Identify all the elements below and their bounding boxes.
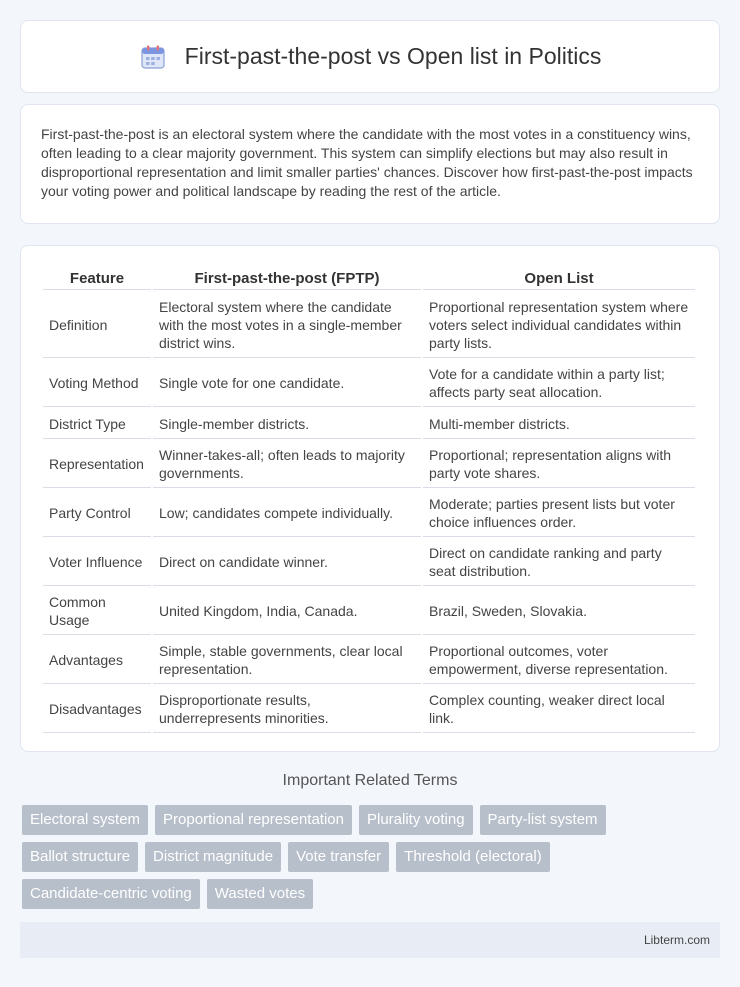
table-row: [43, 637, 695, 684]
calendar-icon: [139, 43, 167, 71]
table-row: [43, 686, 695, 733]
feature-cell: Disadvantages: [43, 686, 151, 733]
related-term-tag[interactable]: District magnitude: [145, 842, 281, 872]
fptp-cell: Single vote for one candidate.: [153, 360, 421, 407]
table-row: [43, 441, 695, 488]
fptp-cell: Winner-takes-all; often leads to majority governments.: [153, 441, 421, 488]
open-list-cell: Multi-member districts.: [423, 409, 695, 439]
feature-cell: Common Usage: [43, 588, 151, 635]
header-card: [20, 20, 720, 93]
open-list-cell: Proportional representation system where voters select individual candidates within party lists.: [423, 292, 695, 358]
table-row: [43, 588, 695, 635]
comparison-card: [20, 245, 720, 752]
related-term-tag[interactable]: Threshold (electoral): [396, 842, 550, 872]
related-term-tag[interactable]: Vote transfer: [288, 842, 389, 872]
feature-cell: District Type: [43, 409, 151, 439]
open-list-cell: Proportional; representation aligns with party vote shares.: [423, 441, 695, 488]
table-row: [43, 360, 695, 407]
fptp-cell: Single-member districts.: [153, 409, 421, 439]
table-row: [43, 490, 695, 537]
fptp-cell: United Kingdom, India, Canada.: [153, 588, 421, 635]
intro-card: [20, 104, 720, 224]
related-term-tag[interactable]: Party-list system: [480, 805, 606, 835]
column-header: First-past-the-post (FPTP): [153, 268, 421, 290]
related-term-tag[interactable]: Wasted votes: [207, 879, 313, 909]
feature-cell: Voter Influence: [43, 539, 151, 586]
feature-cell: Representation: [43, 441, 151, 488]
open-list-cell: Vote for a candidate within a party list; affects party seat allocation.: [423, 360, 695, 407]
fptp-cell: Low; candidates compete individually.: [153, 490, 421, 537]
feature-cell: Voting Method: [43, 360, 151, 407]
related-term-tag[interactable]: Ballot structure: [22, 842, 138, 872]
related-term-tag[interactable]: Electoral system: [22, 805, 148, 835]
table-row: [43, 409, 695, 439]
table-row: [43, 539, 695, 586]
feature-cell: Definition: [43, 292, 151, 358]
open-list-cell: Direct on candidate ranking and party seat distribution.: [423, 539, 695, 586]
related-term-tag[interactable]: Plurality voting: [359, 805, 473, 835]
comparison-table: [41, 266, 697, 735]
open-list-cell: Complex counting, weaker direct local link.: [423, 686, 695, 733]
intro-text: First-past-the-post is an electoral system where the candidate with the most votes in a constituency wins, often leading to a clear majority government. This system can simplify elections but may also result in disproportional representation and limit smaller parties' chances. Discover how first-past-the-post impacts your voting power and political landscape by reading the rest of the article.: [41, 126, 693, 199]
related-terms-title: Important Related Terms: [282, 772, 458, 789]
open-list-cell: Proportional outcomes, voter empowerment, diverse representation.: [423, 637, 695, 684]
table-row: [43, 292, 695, 358]
related-term-tag[interactable]: Proportional representation: [155, 805, 352, 835]
fptp-cell: Simple, stable governments, clear local representation.: [153, 637, 421, 684]
table-header-row: [43, 268, 695, 290]
footer: [20, 922, 720, 958]
fptp-cell: Electoral system where the candidate with the most votes in a single-member district wins.: [153, 292, 421, 358]
feature-cell: Advantages: [43, 637, 151, 684]
related-term-tag[interactable]: Candidate-centric voting: [22, 879, 200, 909]
page-title: First-past-the-post vs Open list in Politics: [184, 43, 602, 69]
column-header: Open List: [423, 268, 695, 290]
footer-site-link[interactable]: Libterm.com: [643, 933, 710, 947]
column-header: Feature: [43, 268, 151, 290]
related-terms-list: [22, 805, 722, 909]
open-list-cell: Brazil, Sweden, Slovakia.: [423, 588, 695, 635]
open-list-cell: Moderate; parties present lists but voter choice influences order.: [423, 490, 695, 537]
fptp-cell: Disproportionate results, underrepresents minorities.: [153, 686, 421, 733]
feature-cell: Party Control: [43, 490, 151, 537]
fptp-cell: Direct on candidate winner.: [153, 539, 421, 586]
